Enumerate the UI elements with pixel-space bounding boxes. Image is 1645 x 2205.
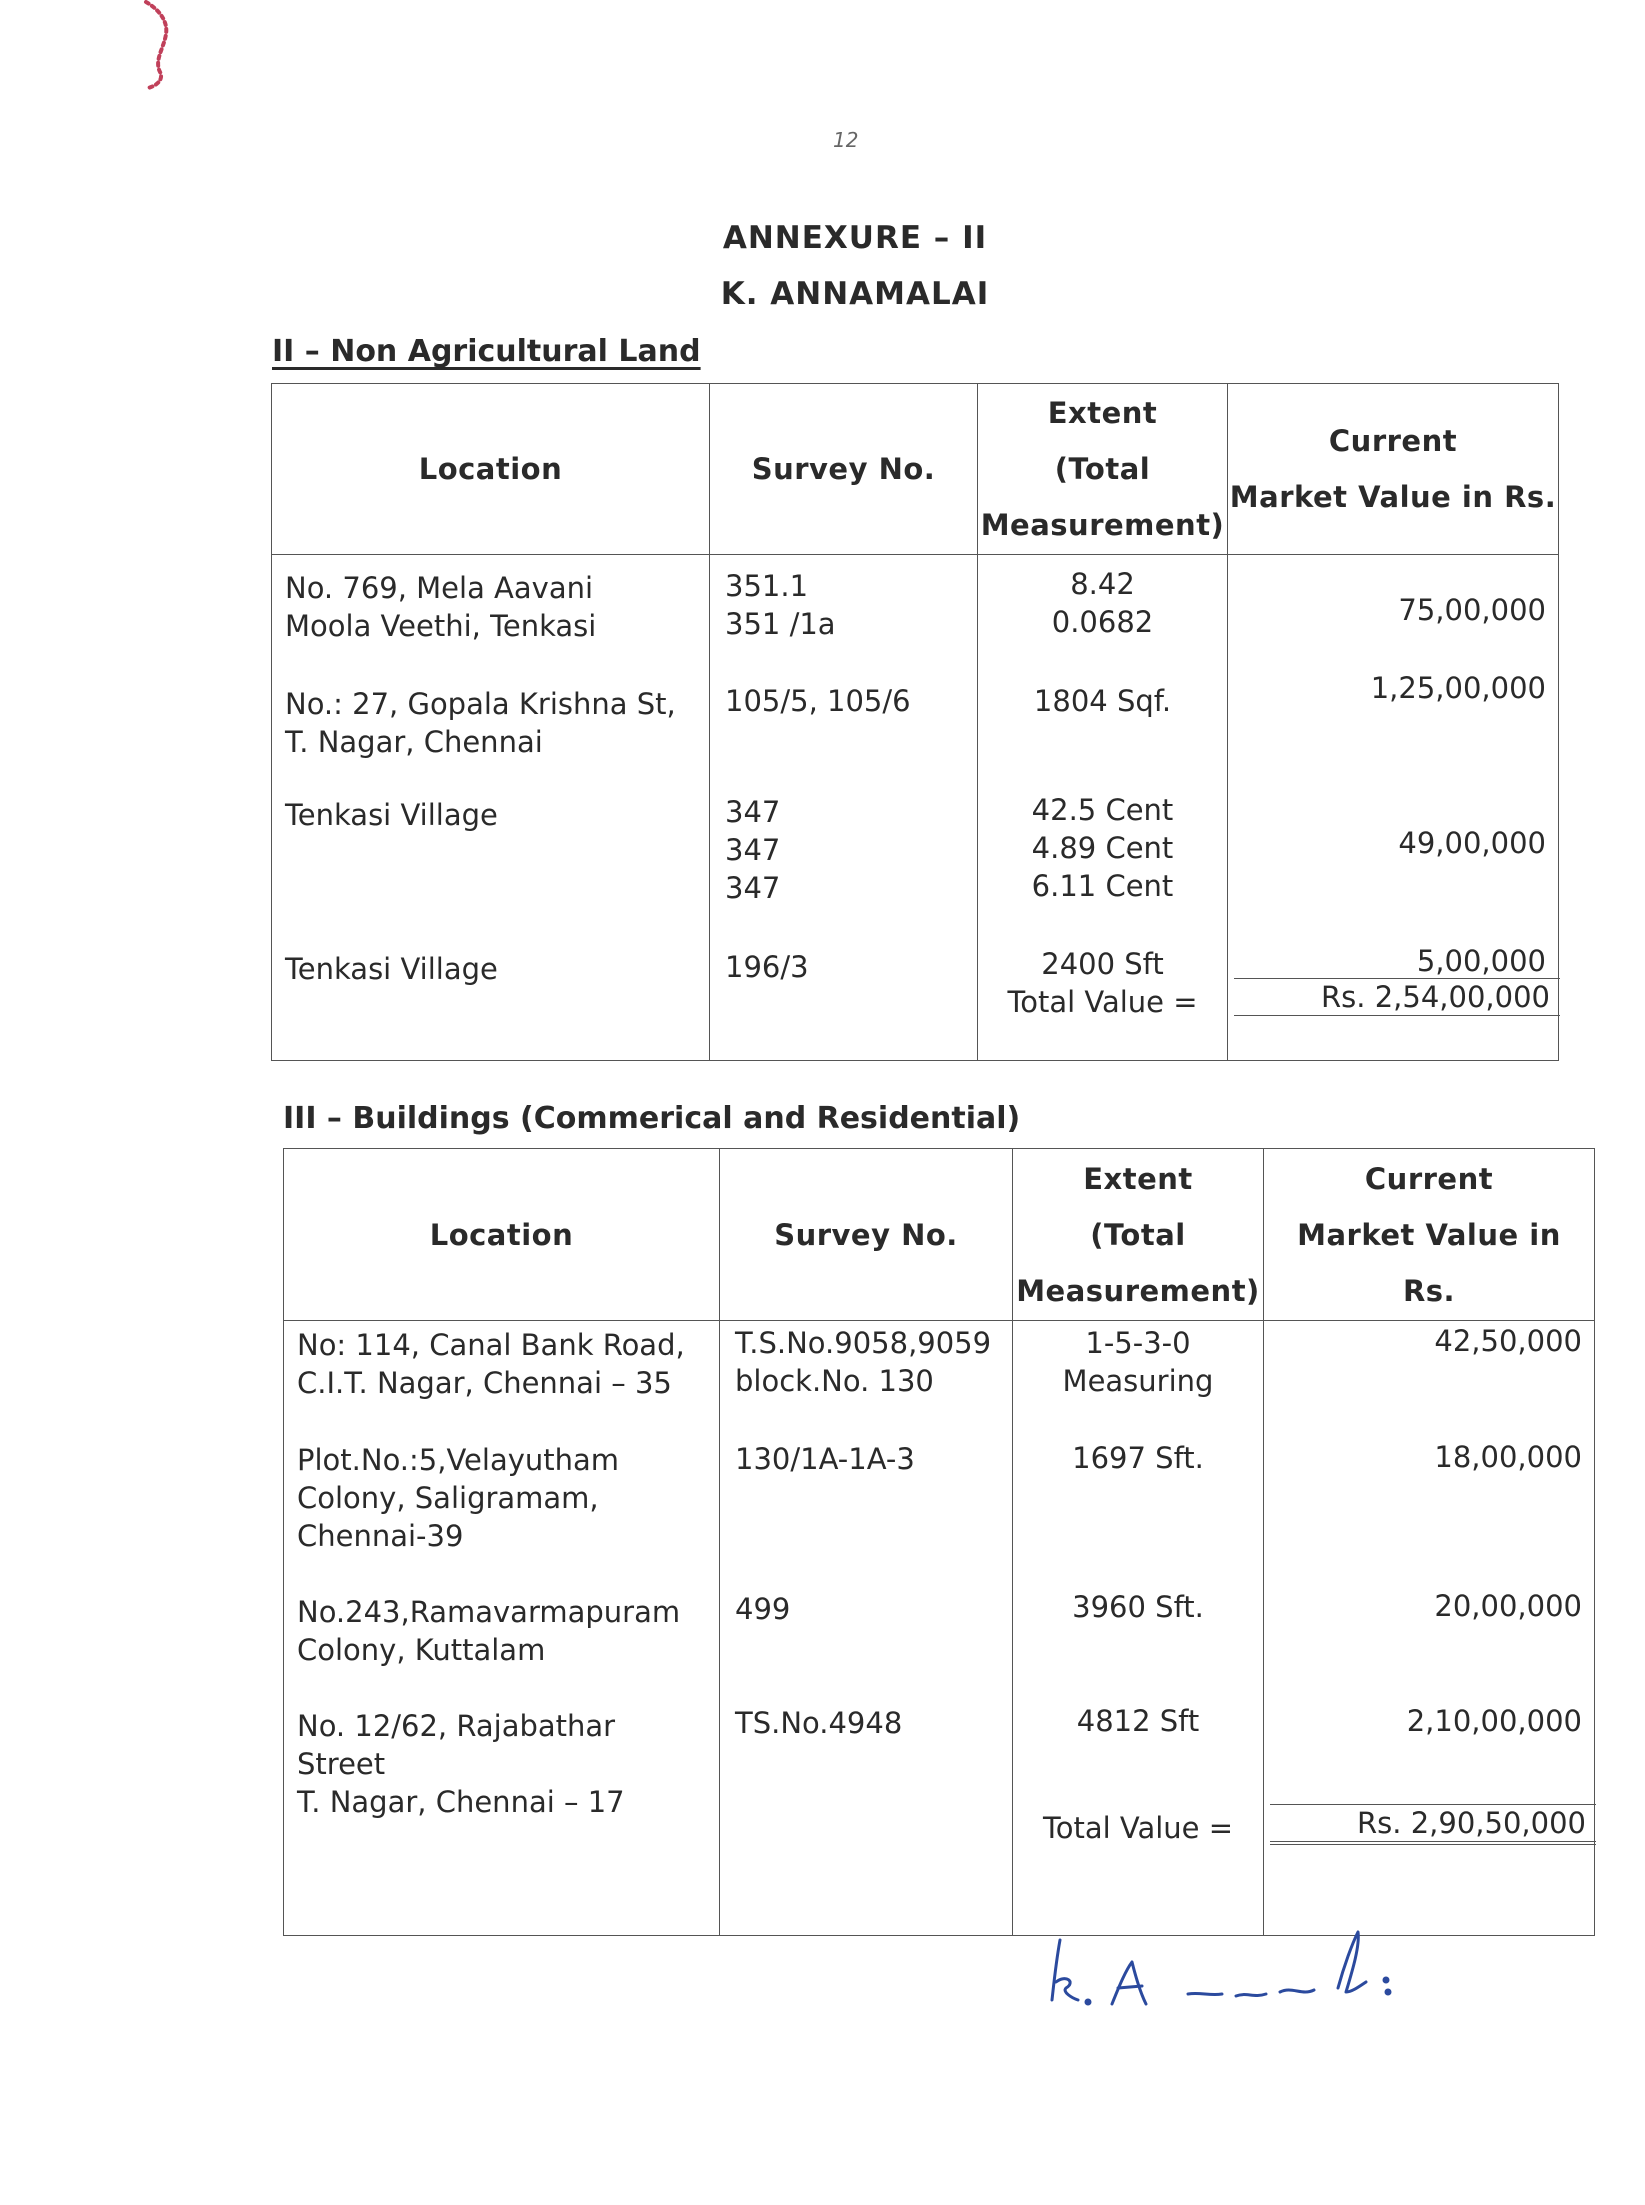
total-value-label: Total Value = xyxy=(1042,1811,1234,1845)
section-heading-buildings: III – Buildings (Commerical and Residential) xyxy=(283,1101,1021,1136)
table-row-extent: 1-5-3-0 Measuring xyxy=(1062,1326,1214,1398)
table-row-location: No. 769, Mela Aavani Moola Veethi, Tenkasi xyxy=(285,571,597,643)
table-row-extent: 42.5 Cent 4.89 Cent 6.11 Cent xyxy=(1031,793,1174,903)
column-header-market-value: Current Market Value in Rs. xyxy=(1264,1149,1595,1321)
section-heading-non-agricultural: II – Non Agricultural Land xyxy=(272,334,701,369)
red-stamp-mark xyxy=(140,0,180,92)
table-row-location: No.243,Ramavarmapuram Colony, Kuttalam xyxy=(297,1595,681,1667)
table-row-value: 20,00,000 xyxy=(1434,1589,1582,1623)
table-row-extent: 2400 Sft xyxy=(1041,947,1164,981)
table-row-survey: 347 347 347 xyxy=(725,795,781,905)
column-header-location: Location xyxy=(272,384,710,555)
market-value-column xyxy=(1228,555,1559,1061)
column-header-extent: Extent (Total Measurement) xyxy=(1013,1149,1264,1321)
signature xyxy=(1040,1922,1460,2012)
location-column xyxy=(284,1321,720,1936)
table-row-location: Tenkasi Village xyxy=(285,952,498,986)
table-row-value: 2,10,00,000 xyxy=(1406,1704,1582,1738)
table-row-extent: 1804 Sqf. xyxy=(1033,684,1172,718)
survey-column xyxy=(720,1321,1013,1936)
table-row-survey: 196/3 xyxy=(725,950,809,984)
extent-column xyxy=(1013,1321,1264,1936)
column-header-market-value: Current Market Value in Rs. xyxy=(1228,384,1559,555)
table-row-location: No. 12/62, Rajabathar Street T. Nagar, Chennai – 17 xyxy=(297,1709,625,1819)
extent-column xyxy=(978,555,1228,1061)
table-row-value: 42,50,000 xyxy=(1434,1324,1582,1358)
market-value-column xyxy=(1264,1321,1595,1936)
table-row-survey: 105/5, 105/6 xyxy=(725,684,911,718)
column-header-survey-no: Survey No. xyxy=(720,1149,1013,1321)
total-value-label: Total Value = xyxy=(1007,985,1198,1019)
table-row-survey: T.S.No.9058,9059 block.No. 130 xyxy=(735,1326,992,1398)
non-agricultural-land-table xyxy=(271,383,1559,1061)
table-row-value: 18,00,000 xyxy=(1434,1440,1582,1474)
table-row-location: Plot.No.:5,Velayutham Colony, Saligramam, Chennai-39 xyxy=(297,1443,620,1553)
page-number: 12 xyxy=(833,128,859,152)
location-column xyxy=(272,555,710,1061)
column-header-extent: Extent (Total Measurement) xyxy=(978,384,1228,555)
table-row-extent: 1697 Sft. xyxy=(1072,1441,1204,1475)
annexure-title: ANNEXURE – II xyxy=(722,220,988,256)
table-row-extent: 3960 Sft. xyxy=(1072,1590,1204,1624)
table-row-value: 75,00,000 xyxy=(1398,593,1546,627)
survey-column xyxy=(710,555,978,1061)
table-row-survey: TS.No.4948 xyxy=(735,1706,903,1740)
table-row-extent: 8.42 0.0682 xyxy=(1051,567,1154,639)
table-row-value: 1,25,00,000 xyxy=(1370,671,1546,705)
total-value-amount: Rs. 2,54,00,000 xyxy=(1234,978,1560,1016)
table-row-value: 5,00,000 xyxy=(1416,944,1546,978)
table-row-location: Tenkasi Village xyxy=(285,798,498,832)
table-row-survey: 130/1A-1A-3 xyxy=(735,1442,915,1476)
buildings-table xyxy=(283,1148,1595,1936)
person-name: K. ANNAMALAI xyxy=(720,276,990,312)
table-row-value: 49,00,000 xyxy=(1398,826,1546,860)
table-row-location: No.: 27, Gopala Krishna St, T. Nagar, Chennai xyxy=(285,687,676,759)
table-row-survey: 499 xyxy=(735,1592,791,1626)
column-header-location: Location xyxy=(284,1149,720,1321)
table-row-location: No: 114, Canal Bank Road, C.I.T. Nagar, Chennai – 35 xyxy=(297,1328,685,1400)
total-value-amount: Rs. 2,90,50,000 xyxy=(1270,1804,1596,1845)
column-header-survey-no: Survey No. xyxy=(710,384,978,555)
table-row-extent: 4812 Sft xyxy=(1076,1704,1200,1738)
table-row-survey: 351.1 351 /1a xyxy=(725,569,836,641)
